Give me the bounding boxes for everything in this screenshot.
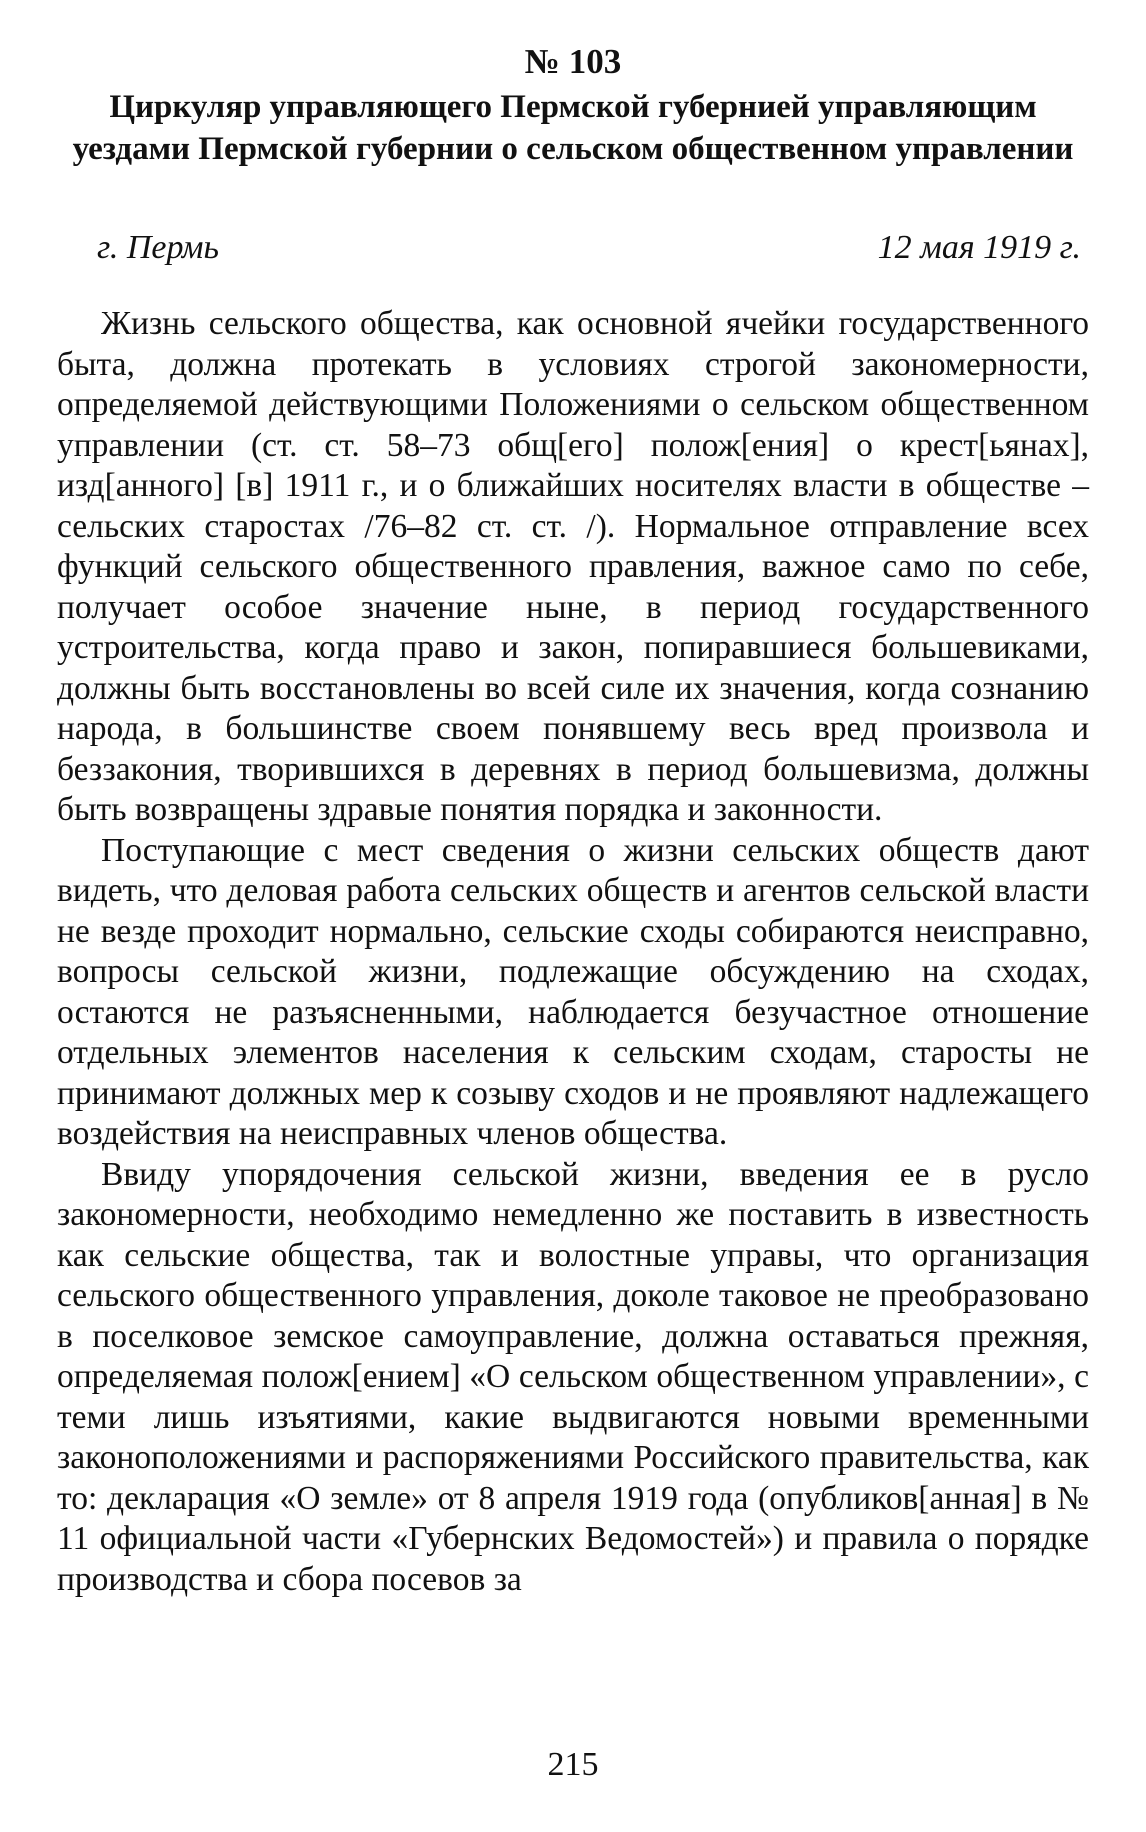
page-number: 215 <box>547 1746 599 1783</box>
document-page <box>57 40 1089 1600</box>
body-paragraph-1: Жизнь сельского общества, как основной ячейки государственного быта, должна протекать в условиях строгой закономерности, определяемой действующими Положениями о сельском общественном управлении (ст. ст. 58–73 общ[его] полож[ения] о крест[ьянах], изд[анного] [в] 1911 г., и о ближайших носителях власти в обществе – сельских старостах /76–82 ст. ст. /). Нормальное отправление всех функций сельского общественного правления, важное само по себе, получает особое значение ныне, в период государственного устроительства, когда право и закон, попиравшиеся большевиками, должны быть восстановлены во всей силе их значения, когда сознанию народа, в большинстве своем понявшему весь вред произвола и беззакония, творившихся в деревнях в период большевизма, должны быть возвращены здравые понятия порядка и законности. <box>57 305 1089 828</box>
document-body <box>57 304 1089 1600</box>
document-place: г. Пермь <box>97 229 219 266</box>
body-paragraph-2: Поступающие с мест сведения о жизни сельских обществ дают видеть, что деловая работа сельских обществ и агентов сельской власти не везде проходит нормально, сельские сходы собираются неисправно, вопросы сельской жизни, подлежащие обсуждению на сходах, остаются не разъясненными, наблюдается безучастное отношение отдельных элементов населения к сельским сходам, старосты не принимают должных мер к созыву сходов и не проявляют надлежащего воздействия на неисправных членов общества. <box>57 831 1089 1152</box>
document-number: № 103 <box>524 42 622 81</box>
body-paragraph-3: Ввиду упорядочения сельской жизни, введения ее в русло закономерности, необходимо немедленно же поставить в известность как сельские общества, так и волостные управы, что организация сельского общественного управления, доколе таковое не преобразовано в поселковое земское самоуправление, должна оставаться прежняя, определяемая полож[ением] «О сельском общественном управлении», с теми лишь изъятиями, какие выдвигаются новыми временными законоположениями и распоряжениями Российского правительства, как то: декларация «О земле» от 8 апреля 1919 года (опубликов[анная] в № 11 официальной части «Губернских Ведомостей») и правила о порядке производства и сбора посевов за <box>57 1155 1089 1598</box>
document-date: 12 мая 1919 г. <box>877 229 1081 266</box>
place-date-line <box>57 226 1089 270</box>
document-title: Циркуляр управляющего Пермской губернией управляющим уездами Пермской губернии о сельском общественном управлении <box>72 89 1074 167</box>
